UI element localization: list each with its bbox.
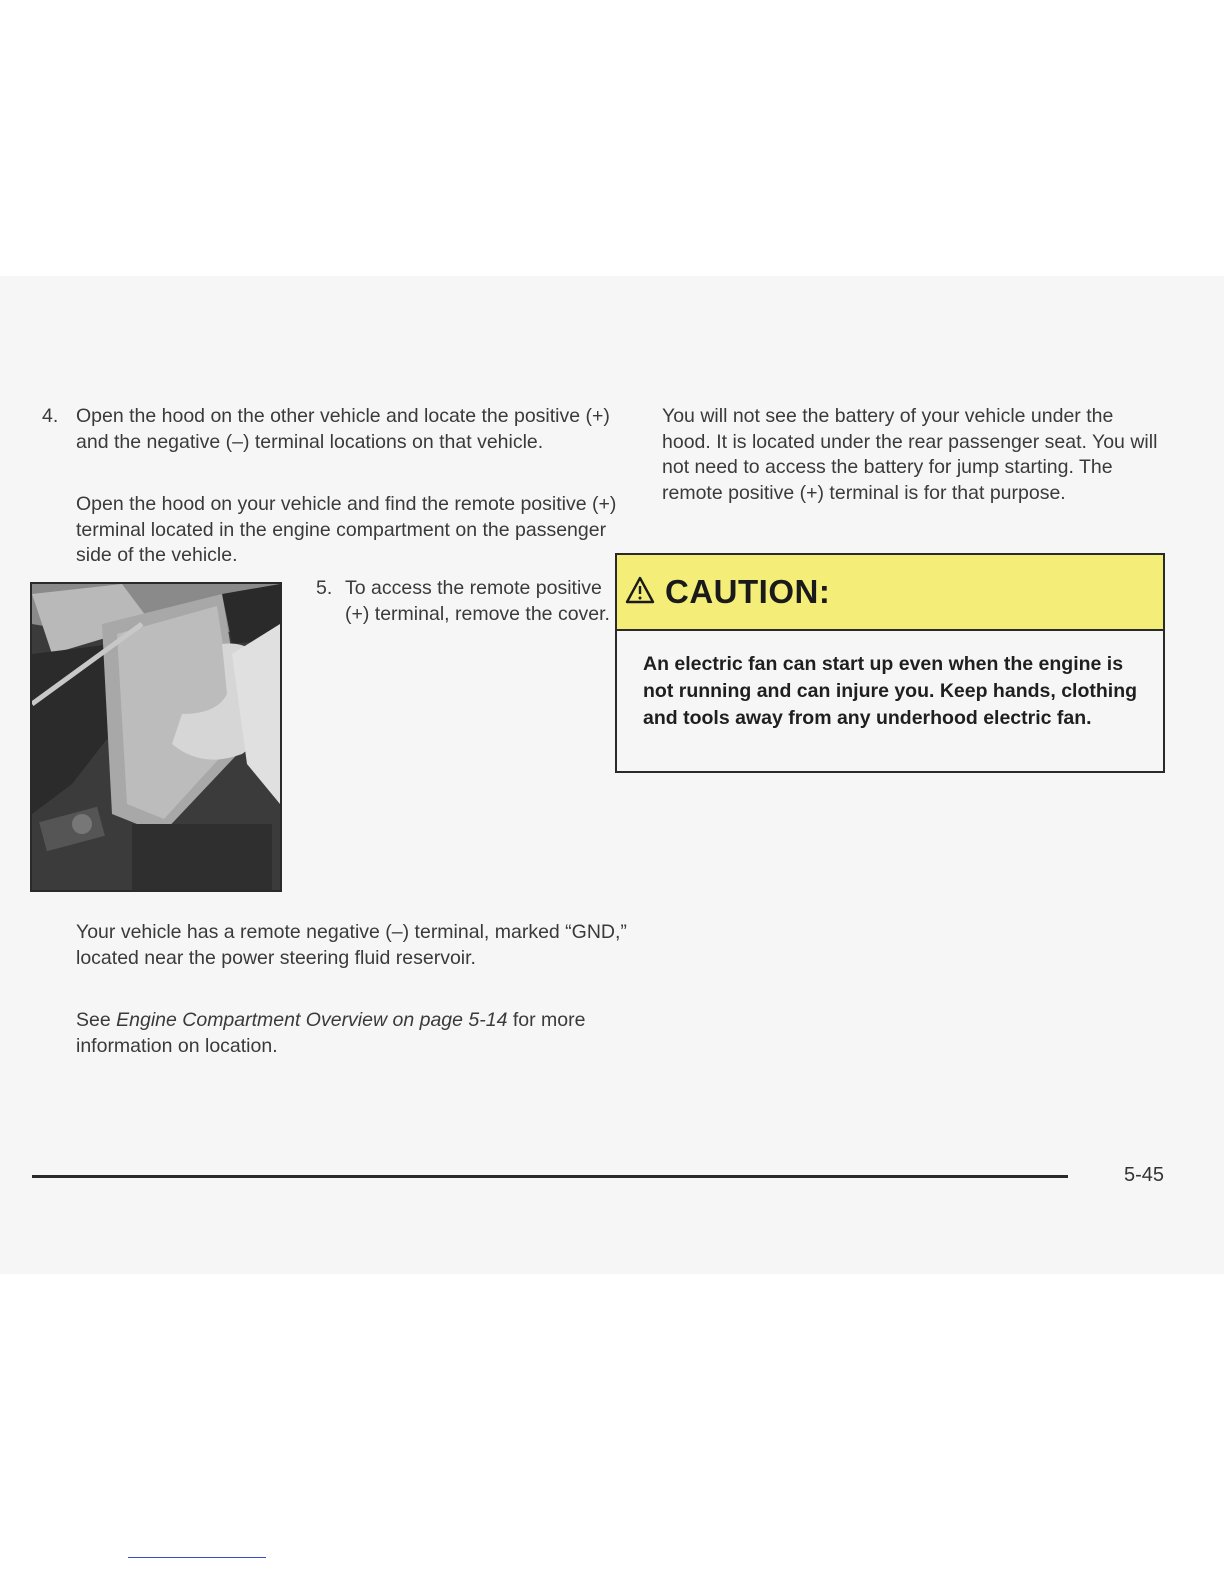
see-reference-text bbox=[76, 1008, 636, 1059]
see-prefix: See bbox=[76, 1009, 117, 1031]
cross-reference-link[interactable]: Engine Compartment Overview on page 5-14 bbox=[116, 1009, 508, 1031]
step-5-number: 5. bbox=[316, 577, 333, 599]
caution-header bbox=[617, 555, 1163, 631]
negative-terminal-paragraph bbox=[30, 920, 636, 971]
step-5-text: To access the remote positive (+) terminal, remove the cover. bbox=[345, 577, 610, 625]
warning-triangle-icon bbox=[625, 576, 655, 604]
step-4-text: Open the hood on the other vehicle and locate the positive (+) and the negative (–) terminal locations on that vehicle. bbox=[76, 405, 610, 453]
caution-body: An electric fan can start up even when the engine is not running and can injure you. Keep hands, clothing and tools away from any underhood electric fan. bbox=[643, 653, 1138, 729]
caution-box bbox=[615, 553, 1165, 773]
step-4-number: 4. bbox=[42, 405, 59, 427]
battery-paragraph bbox=[662, 404, 1162, 506]
footer-rule bbox=[32, 1175, 1068, 1178]
step-4 bbox=[30, 404, 636, 455]
bottom-link-underline bbox=[128, 1557, 266, 1558]
see-reference-paragraph bbox=[30, 1008, 636, 1059]
page-number: 5-45 bbox=[1124, 1164, 1165, 1186]
hood-paragraph-text: Open the hood on your vehicle and find the remote positive (+) terminal located in the engine compartment on the passenger side of the vehicle. bbox=[76, 493, 617, 566]
battery-paragraph-text: You will not see the battery of your vehicle under the hood. It is located under the rear passenger seat. You will not need to access the battery for jump starting. The remote positive (+) terminal is for that purpose. bbox=[662, 405, 1158, 504]
remote-terminal-photo bbox=[30, 582, 282, 892]
caution-title: CAUTION: bbox=[665, 573, 831, 610]
step-5 bbox=[312, 576, 615, 627]
hood-paragraph bbox=[30, 492, 636, 569]
negative-terminal-text: Your vehicle has a remote negative (–) terminal, marked “GND,” located near the power steering fluid reservoir. bbox=[76, 921, 627, 969]
photo-illustration bbox=[32, 584, 280, 890]
see-suffix: for more information on location. bbox=[76, 1009, 586, 1057]
